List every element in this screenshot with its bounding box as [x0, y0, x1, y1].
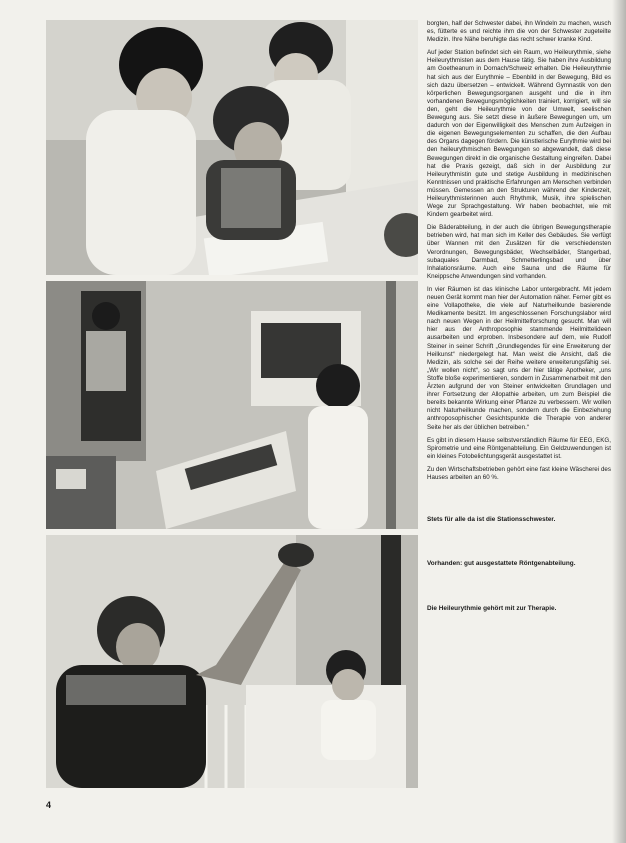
body-paragraph: Auf jeder Station befindet sich ein Raum, wo Heileurythmie, siehe Heileurythmisten aus dem Hause tätig. Sie haben ihre Ausbildung am Goetheanum in Dornach/Schweiz erhalten. Die Heileurythmie hat sich aus der Eurythmie – Ebenbild in der Bewegung, Bild es sich dazu übersetzen – entwickelt. Während Gymnastik von den körperlichen Bewegungsorganen ausgeht und die in ihm vorhandenen Bewegungsmöglichkeiten trainiert, korrigiert, will sie den, geht die Heileurythmie von der Umwelt, seelischen Bewegung aus. Sie setzt diese in äußere Bewegungen um, um dadurch von der Eigenwilligkeit des Menschen zum Aufzeigen in die eigenen Bewegungselementen zu schaffen, die den Aufbau des Organs dagegen fördern. Die künstlerische Eurythmie wird bei den heileurythmischen Bewegungen so abgewandelt, daß diese Bewegungen direkt in die organische Gestaltung eingreifen. Dabei hat die Praxis gezeigt, daß sich in der Ausbildung zur Heileurythmistin gute und stetige Ausbildung in medizinischen Kenntnissen und praktische Erfahrungen am Menschen verbinden müssen. Gemessen an den Strukturen während der Kinderzeit, Heileurythmisterinnen auch Rhythmik, Musik, ihre spielischen Wege zur Sprachgestaltung. Wir haben beobachtet, wie mit Kindern gearbeitet wird. [427, 49, 611, 219]
body-paragraph: Zu den Wirtschaftsbetrieben gehört eine fast kleine Wäscherei des Hauses arbeiten an 60 %. [427, 465, 611, 481]
article-column [427, 20, 611, 790]
caption-top-photo: Stets für alle da ist die Stationsschwester. [427, 516, 556, 524]
caption-bottom-photo: Die Heileurythmie gehört mit zur Therapie. [427, 604, 557, 612]
caption-middle-photo: Vorhanden: gut ausgestattete Röntgenabteilung. [427, 560, 576, 568]
photo-nurses-at-desk [46, 20, 418, 275]
page-gutter-shadow [612, 0, 626, 843]
page-number: 4 [46, 800, 52, 810]
body-paragraph: In vier Räumen ist das klinische Labor untergebracht. Mit jedem neuen Gerät kommt man hier der Automation näher. Ferner gibt es eine Vollapotheke, die viele auf Naturheilkunde basierende Medikamente besitzt. Im angeschlossenen Forschungslabor wird nach neuen Wegen in der Heilmittelforschung gesucht. Man will hier aus der Anthroposophie stammende Heilmittelideen ausarbeiten und erproben. Insbesondere auf dem, wie Rudolf Steiner in seiner Schrift „Grundlegendes für eine Erweiterung der Heilkunst“ niedergelegt hat. Man weist die Ansicht, daß die Medizin, als solche sei der Reihe weitere erweiterungsfähig sei. „Wir wollen nicht“, so sagt uns der hier tätige Apotheker, „uns Stoffe bloße experimentieren, sondern in Zusammenarbeit mit den Ärzten aufgrund der von Steiner entwickelten Grundlagen und ihrer Fortsetzung der Allopathie arbeiten, um zum Beispiel die bereits bekannte Wirkung einer Pflanze zu verbessern. Wir wollen nicht Naturheilkunde machen, sondern durch die Einbeziehung anthroposophischer Gesichtspunkte die Therapie von anderer Seite her als der üblichen betreiben.“ [427, 285, 611, 431]
photo-captions [427, 516, 611, 613]
photo-boy-at-control-panel [46, 281, 418, 529]
photo-eurythmy-therapist-and-child [46, 535, 418, 788]
body-paragraph: Die Bäderabteilung, in der auch die übrigen Bewegungstherapie betrieben wird, hat man sich im Keller des Gebäudes. Sie verfügt über Wannen mit den Zusätzen für die verschiedensten Verordnungen, Bewegungsbäder, Wechselbäder, Stangerbad, subaquales Darmbad, Schmetterlingsbad und über Inhalationsräume. Auch eine Sauna und die Räume für Kneippsche Anwendungen sind vorhanden. [427, 224, 611, 280]
body-paragraph: Es gibt in diesem Hause selbstverständlich Räume für EEG, EKG, Spirometrie und eine Röntgenabteilung. Ein Geldzuwendungen ist ein kleines Fotobelichtungsgerät ausgestattet ist. [427, 436, 611, 460]
body-paragraph: borgten, half der Schwester dabei, ihn Windeln zu machen, wusch es, fütterte es und reichte ihm die von der Schwester zugeteilte Medizin. Ihre Nähe beruhigte das recht schwer kranke Kind. [427, 20, 611, 44]
